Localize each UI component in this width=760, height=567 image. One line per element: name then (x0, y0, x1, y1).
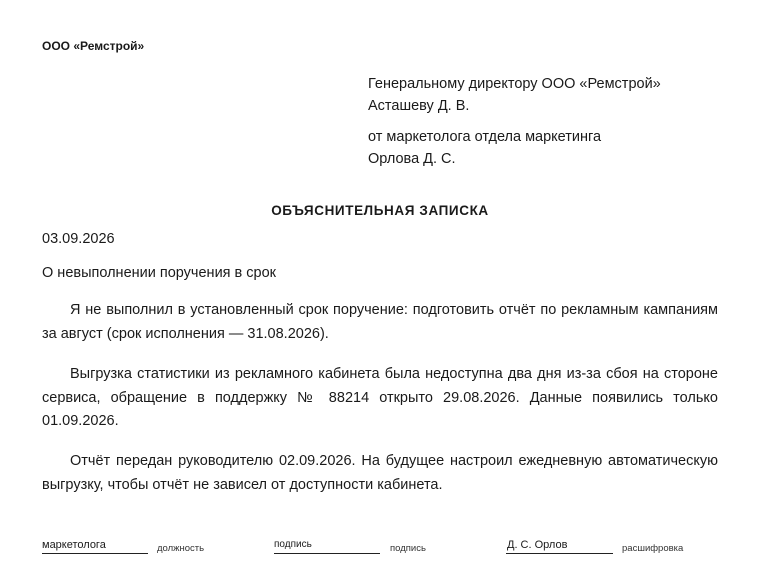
document-title: ОБЪЯСНИТЕЛЬНАЯ ЗАПИСКА (271, 203, 489, 218)
addressee-from-title: от маркетолога отдела маркетинга (368, 129, 602, 145)
signature-name-caption: расшифровка (622, 543, 684, 554)
addressee-to-name: Асташеву Д. В. (368, 98, 470, 114)
signature-position-value: маркетолога (42, 537, 148, 554)
addressee-from (368, 126, 728, 170)
body-paragraph: Отчёт передан руководителю 02.09.2026. На будущее настроил ежедневную автоматическую выгрузку, чтобы отчёт не зависел от доступности кабинета. (42, 453, 718, 493)
document-subject: О невыполнении поручения в срок (42, 265, 276, 281)
addressee-to-title: Генеральному директору ООО «Ремстрой» (368, 76, 661, 92)
company-name: ООО «Ремстрой» (42, 39, 145, 53)
addressee-from-name: Орлова Д. С. (368, 151, 456, 167)
signature-name-value: Д. С. Орлов (506, 537, 613, 554)
body-paragraph: Выгрузка статистики из рекламного кабинета была недоступна два дня из-за сбоя на стороне сервиса, обращение в поддержку № 88214 открыто 29.08.2026. Данные появились только 01.09.2026. (42, 366, 718, 429)
signature-position-caption: должность (157, 543, 205, 554)
body-paragraph: Я не выполнил в установленный срок поручение: подготовить отчёт по рекламным кампаниям за август (срок исполнения — 31.08.2026). (42, 302, 718, 342)
addressee-to (368, 73, 728, 117)
signature-sign-value: подпись (274, 537, 380, 554)
document-date: 03.09.2026 (42, 231, 115, 247)
signature-sign-caption: подпись (390, 543, 426, 554)
